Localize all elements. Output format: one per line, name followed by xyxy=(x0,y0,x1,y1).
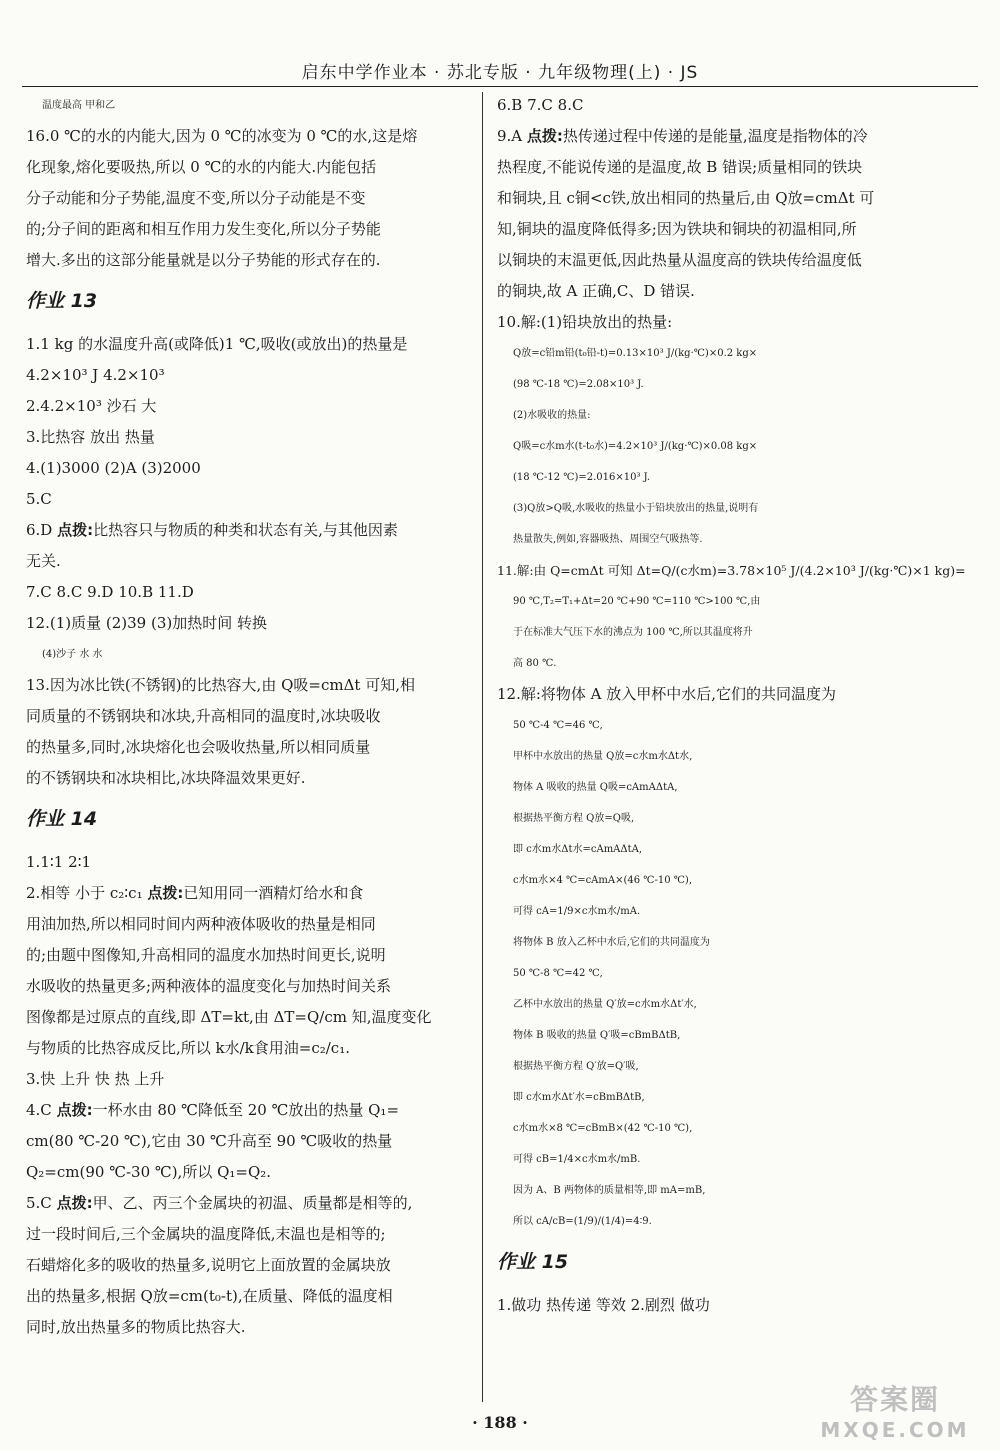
hint-text: 甲、乙、丙三个金属块的初温、质量都是相等的, xyxy=(92,1194,413,1212)
page-header: 启东中学作业本 · 苏北专版 · 九年级物理(上) · JS xyxy=(301,63,699,83)
answer-line: 乙杯中水放出的热量 Q′放=c水m水Δt′水, xyxy=(513,999,697,1010)
answer-line xyxy=(497,121,975,152)
answer-line: (3)Q放>Q吸,水吸收的热量小于铅块放出的热量,说明有 xyxy=(513,503,759,514)
hint-text: 一杯水由 80 ℃降低至 20 ℃放出的热量 Q₁= xyxy=(92,1101,400,1119)
page-number: · 188 · xyxy=(472,1413,528,1432)
column-divider xyxy=(482,92,483,1402)
answer-line: cm(80 ℃-20 ℃),它由 30 ℃升高至 90 ℃吸收的热量 xyxy=(26,1132,393,1150)
answer-line: 过一段时间后,三个金属块的温度降低,末温也是相等的; xyxy=(26,1225,386,1243)
answer-line: 3.比热容 放出 热量 xyxy=(26,428,155,446)
answer-prefix: 9.A xyxy=(497,127,527,145)
answer-line xyxy=(26,1095,470,1126)
watermark-logo xyxy=(800,1385,990,1447)
answer-line: 50 ℃-8 ℃=42 ℃, xyxy=(513,968,603,979)
hint-label: 点拨: xyxy=(56,1101,93,1119)
answer-line: 因为 A、B 两物体的质量相等,即 mA=mB, xyxy=(513,1185,706,1196)
hint-text: 已知用同一酒精灯给水和食 xyxy=(183,884,364,902)
answer-line xyxy=(26,515,470,546)
left-column xyxy=(26,90,470,1343)
answer-line: 高 80 ℃. xyxy=(513,658,557,669)
answer-line: 所以 cA/cB=(1/9)/(1/4)=4∶9. xyxy=(513,1216,652,1227)
answer-line: 分子动能和分子势能,温度不变,所以分子动能是不变 xyxy=(26,189,366,207)
answer-line: (2)水吸收的热量: xyxy=(513,410,591,421)
answer-line: 即 c水m水Δt′水=cBmBΔtB, xyxy=(513,1092,645,1103)
section-heading: 作业 13 xyxy=(26,290,98,312)
answer-line: 同时,放出热量多的物质比热容大. xyxy=(26,1318,246,1336)
answer-line: 物体 B 吸收的热量 Q′吸=cBmBΔtB, xyxy=(513,1030,681,1041)
answer-line: 温度最高 甲和乙 xyxy=(42,100,116,111)
answer-line: 3.快 上升 快 热 上升 xyxy=(26,1070,165,1088)
answer-line: 4.(1)3000 (2)A (3)2000 xyxy=(26,459,201,477)
header-rule xyxy=(22,86,978,87)
answer-line: 同质量的不锈钢块和冰块,升高相同的温度时,冰块吸收 xyxy=(26,707,381,725)
answer-line: 10.解:(1)铅块放出的热量: xyxy=(497,313,673,331)
answer-line: 12.解:将物体 A 放入甲杯中水后,它们的共同温度为 xyxy=(497,685,837,703)
answer-line: 于在标准大气压下水的沸点为 100 ℃,所以其温度将升 xyxy=(513,627,753,638)
answer-line: 出的热量多,根据 Q放=cm(t₀-t),在质量、降低的温度相 xyxy=(26,1287,393,1305)
answer-line: 的不锈钢块和冰块相比,冰块降温效果更好. xyxy=(26,769,306,787)
answer-line: 图像都是过原点的直线,即 ΔT=kt,由 ΔT=Q/cm 知,温度变化 xyxy=(26,1008,432,1026)
answer-line: 即 c水m水Δt水=cAmAΔtA, xyxy=(513,844,643,855)
hint-label: 点拨: xyxy=(56,1194,93,1212)
answer-line: (18 ℃-12 ℃)=2.016×10³ J. xyxy=(513,472,651,483)
answer-line: 90 ℃,T₂=T₁+Δt=20 ℃+90 ℃=110 ℃>100 ℃,由 xyxy=(513,596,761,607)
watermark-line-1: 答案圈 xyxy=(849,1383,940,1416)
answer-line: 13.因为冰比铁(不锈钢)的比热容大,由 Q吸=cmΔt 可知,相 xyxy=(26,676,415,694)
answer-line: Q放=c铅m铅(t₀铅-t)=0.13×10³ J/(kg·℃)×0.2 kg× xyxy=(513,348,758,359)
answer-line: 可得 cB=1/4×c水m水/mB. xyxy=(513,1154,641,1165)
answer-line: 无关. xyxy=(26,552,61,570)
answer-line: 4.2×10³ J 4.2×10³ xyxy=(26,366,165,384)
hint-label: 点拨: xyxy=(526,127,563,145)
answer-line: 用油加热,所以相同时间内两种液体吸收的热量是相同 xyxy=(26,915,376,933)
answer-line: 12.(1)质量 (2)39 (3)加热时间 转换 xyxy=(26,614,267,632)
answer-line: 的热量多,同时,冰块熔化也会吸收热量,所以相同质量 xyxy=(26,738,371,756)
answer-prefix: 4.C xyxy=(26,1101,57,1119)
answer-line: 将物体 B 放入乙杯中水后,它们的共同温度为 xyxy=(513,937,710,948)
answer-line: (4)沙子 水 水 xyxy=(42,649,103,660)
section-heading: 作业 14 xyxy=(26,808,98,830)
answer-line: c水m水×8 ℃=cBmB×(42 ℃-10 ℃), xyxy=(513,1123,693,1134)
answer-line: 5.C xyxy=(26,490,52,508)
answer-line: c水m水×4 ℃=cAmA×(46 ℃-10 ℃), xyxy=(513,875,693,886)
answer-line: 1.1 kg 的水温度升高(或降低)1 ℃,吸收(或放出)的热量是 xyxy=(26,335,408,353)
answer-line: 1.1∶1 2∶1 xyxy=(26,853,92,871)
section-heading: 作业 15 xyxy=(497,1251,569,1273)
answer-line: 1.做功 热传递 等效 2.剧烈 做功 xyxy=(497,1296,710,1314)
answer-prefix: 2.相等 小于 c₂∶c₁ xyxy=(26,884,148,902)
right-column xyxy=(497,90,975,1321)
answer-line: Q吸=c水m水(t-t₀水)=4.2×10³ J/(kg·℃)×0.08 kg× xyxy=(513,441,758,452)
answer-line: 可得 cA=1/9×c水m水/mA. xyxy=(513,906,641,917)
answer-line: 热程度,不能说传递的是温度,故 B 错误;质量相同的铁块 xyxy=(497,158,863,176)
answer-line: 6.B 7.C 8.C xyxy=(497,96,584,114)
answer-line: 化现象,熔化要吸热,所以 0 ℃的水的内能大.内能包括 xyxy=(26,158,377,176)
hint-text: 热传递过程中传递的是能量,温度是指物体的冷 xyxy=(562,127,868,145)
hint-label: 点拨: xyxy=(147,884,184,902)
answer-line: 的铜块,故 A 正确,C、D 错误. xyxy=(497,282,695,300)
answer-line xyxy=(26,1188,470,1219)
answer-line: 知,铜块的温度降低得多;因为铁块和铜块的初温相同,所 xyxy=(497,220,857,238)
watermark-line-2: MXQE.COM xyxy=(820,1418,970,1442)
answer-line: 的;由题中图像知,升高相同的温度水加热时间更长,说明 xyxy=(26,946,386,964)
answer-line: 与物质的比热容成反比,所以 k水/k食用油=c₂/c₁. xyxy=(26,1039,350,1057)
answer-line: 物体 A 吸收的热量 Q吸=cAmAΔtA, xyxy=(513,782,678,793)
answer-line: 根据热平衡方程 Q′放=Q′吸, xyxy=(513,1061,639,1072)
answer-line: 50 ℃-4 ℃=46 ℃, xyxy=(513,720,603,731)
answer-line: 16.0 ℃的水的内能大,因为 0 ℃的冰变为 0 ℃的水,这是熔 xyxy=(26,127,418,145)
answer-line: 以铜块的末温更低,因此热量从温度高的铁块传给温度低 xyxy=(497,251,862,269)
answer-line: 和铜块,且 c铜<c铁,放出相同的热量后,由 Q放=cmΔt 可 xyxy=(497,189,875,207)
answer-line: (98 ℃-18 ℃)=2.08×10³ J. xyxy=(513,379,644,390)
answer-line: 石蜡熔化多的吸收的热量多,说明它上面放置的金属块放 xyxy=(26,1256,391,1274)
answer-line xyxy=(26,878,470,909)
answer-line: 的;分子间的距离和相互作用力发生变化,所以分子势能 xyxy=(26,220,381,238)
answer-line: 水吸收的热量更多;两种液体的温度变化与加热时间关系 xyxy=(26,977,392,995)
answer-line: 甲杯中水放出的热量 Q放=c水m水Δt水, xyxy=(513,751,693,762)
answer-prefix: 6.D xyxy=(26,521,58,539)
answer-line: 7.C 8.C 9.D 10.B 11.D xyxy=(26,583,194,601)
hint-label: 点拨: xyxy=(57,521,94,539)
answer-line: Q₂=cm(90 ℃-30 ℃),所以 Q₁=Q₂. xyxy=(26,1163,272,1181)
answer-line: 增大.多出的这部分能量就是以分子势能的形式存在的. xyxy=(26,251,381,269)
answer-line: 11.解:由 Q=cmΔt 可知 Δt=Q/(c水m)=3.78×10⁵ J/(4.2×10³ J/(kg·℃)×1 kg)= xyxy=(497,563,966,578)
answer-line: 2.4.2×10³ 沙石 大 xyxy=(26,397,157,415)
answer-line: 热量散失,例如,容器吸热、周围空气吸热等. xyxy=(513,534,703,545)
answer-line: 根据热平衡方程 Q放=Q吸, xyxy=(513,813,635,824)
answer-prefix: 5.C xyxy=(26,1194,57,1212)
hint-text: 比热容只与物质的种类和状态有关,与其他因素 xyxy=(93,521,398,539)
